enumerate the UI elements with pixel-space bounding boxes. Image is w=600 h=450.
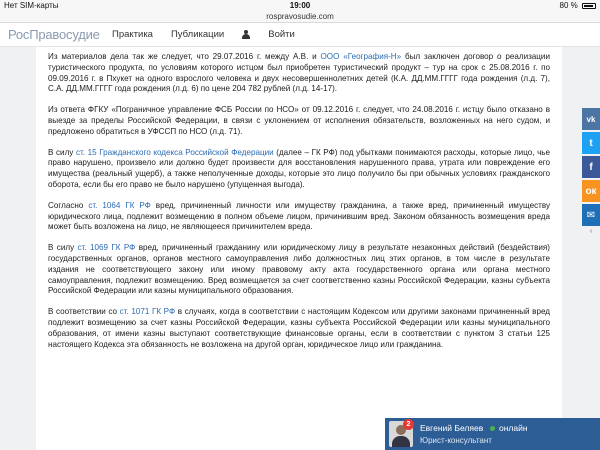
article-body	[36, 47, 562, 450]
mail-icon: ✉	[586, 209, 596, 221]
paragraph-text: Из ответа ФГКУ «Пограничное управление ФСБ России по НСО» от 09.12.2016 г. следует, что 24.08.2016 г. истцу было отказано в выезде за пределы Российской Федерации, в связи с уклонением от исполнения обязательств, возложенных на него судом, и предложено обратиться в УФССП по НСО (л.д. 71).	[48, 105, 550, 136]
paragraph-text: в случаях, когда в соответствии с настоящим Кодексом или другими законами причиненный вред подлежит возмещению за счет казны Российской Федерации, казны субъекта Российской Федерации или казны муниципального образования, от имени казны выступают соответствующие финансовые органы, если в соответствии с пунктом 3 статьи 125 настоящего Кодекса эта обязанность не возложена на другой орган, юридическое лицо или гражданина.	[48, 307, 551, 349]
article-paragraph	[48, 148, 550, 191]
status-bar	[0, 0, 600, 11]
site-logo[interactable]: РосПравосудие	[8, 27, 100, 42]
main-nav	[112, 29, 331, 40]
social-share-bar	[582, 108, 600, 236]
twitter-share-button[interactable]	[582, 132, 600, 154]
battery-icon	[582, 3, 596, 9]
battery-percent: 80 %	[559, 1, 578, 10]
law-article-link[interactable]: ст. 15 Гражданского кодекса Российской Федерации	[75, 147, 274, 157]
online-status-icon	[490, 426, 495, 431]
article-paragraph	[48, 243, 550, 297]
paragraph-text: вред, причиненный личности или имуществу гражданина, а также вред, причиненный имуществу юридического лица, подлежит возмещению в полном объеме лицом, причинившим вред. Законом обязанность возмещения вреда может быть возложена на лицо, не являющееся причинителем вреда.	[48, 200, 550, 232]
consultant-status: онлайн	[498, 423, 528, 433]
article-paragraph	[48, 52, 550, 95]
consultant-chat-widget[interactable]	[385, 418, 600, 450]
facebook-icon: f	[589, 161, 593, 173]
odnoklassniki-icon: ок	[585, 185, 597, 197]
consultant-name: Евгений Беляев	[420, 423, 484, 433]
paragraph-text: был заключен договор о реализации туристического продукта, по условиям которого истцом был приобретен туристический продукт – тур на срок с 25.08.2016 г. по 09.09.2016 г. в Пхукет на одного взрослого человека и двух несовершеннолетних детей (К.А. ДД.ММ.ГГГГ года рождения (л.д. 7), С.А. ДД.ММ.ГГГГ года рождения (л.д. 6) по цене 204 782 рублей (л.д. 14-17).	[48, 52, 550, 94]
mail-share-button[interactable]	[582, 204, 600, 226]
twitter-icon: t	[589, 137, 593, 149]
battery-indicator	[560, 1, 596, 10]
paragraph-text: (далее – ГК РФ) под убытками понимаются расходы, которые лицо, чье право нарушено, произвело или должно будет произвести для восстановления нарушенного права, утрата или повреждение его имущества (реальный ущерб), а также неполученные доходы, которые это лицо получило бы при обычных условиях гражданского оборота, если бы его право не было нарушено (упущенная выгода).	[48, 147, 551, 189]
url-text: rospravosudie.com	[266, 12, 334, 21]
vk-icon: vk	[586, 114, 596, 124]
nav-publications[interactable]: Публикации	[170, 29, 225, 40]
user-icon	[242, 30, 250, 39]
article-paragraph	[48, 307, 550, 350]
nav-practice[interactable]: Практика	[112, 29, 153, 40]
collapse-share-icon[interactable]: ‹	[589, 228, 593, 235]
article-paragraph	[48, 201, 550, 233]
law-article-link[interactable]: ООО «География-Н»	[320, 52, 402, 61]
paragraph-text: В силу	[48, 147, 76, 157]
address-bar[interactable]	[0, 11, 600, 23]
clock: 19:00	[289, 1, 311, 10]
law-article-link[interactable]: ст. 1064 ГК РФ	[88, 200, 151, 210]
paragraph-text: В силу	[48, 243, 78, 253]
consultant-name-row	[420, 423, 528, 433]
vk-share-button[interactable]	[582, 108, 600, 130]
nav-login-label: Войти	[268, 29, 295, 40]
paragraph-text: Из материалов дела так же следует, что 29.07.2016 г. между А.В. и	[48, 52, 321, 61]
paragraph-text: В соответствии со	[48, 307, 120, 317]
law-article-link[interactable]: ст. 1069 ГК РФ	[77, 243, 136, 253]
article-paragraph	[48, 105, 550, 137]
unread-badge: 2	[403, 419, 414, 430]
odnoklassniki-share-button[interactable]	[582, 180, 600, 202]
paragraph-text: вред, причиненный гражданину или юридическому лицу в результате незаконных действий (бездействия) государственных органов, органов местного самоуправления либо должностных лиц этих органов, в том числе в результате издания не соответствующего закону или иному правовому акту акта государственного органа или органа местного самоуправления, подлежит возмещению. Вред возмещается за счет соответственно казны Российской Федерации, казны субъекта Российской Федерации или казны муниципального образования.	[48, 243, 550, 296]
paragraph-text: Согласно	[48, 200, 89, 210]
site-header	[0, 23, 600, 47]
carrier-label: Нет SIM-карты	[4, 1, 59, 10]
law-article-link[interactable]: ст. 1071 ГК РФ	[119, 307, 176, 317]
consultant-role: Юрист-консультант	[420, 436, 492, 445]
facebook-share-button[interactable]	[582, 156, 600, 178]
nav-login[interactable]	[242, 29, 313, 40]
